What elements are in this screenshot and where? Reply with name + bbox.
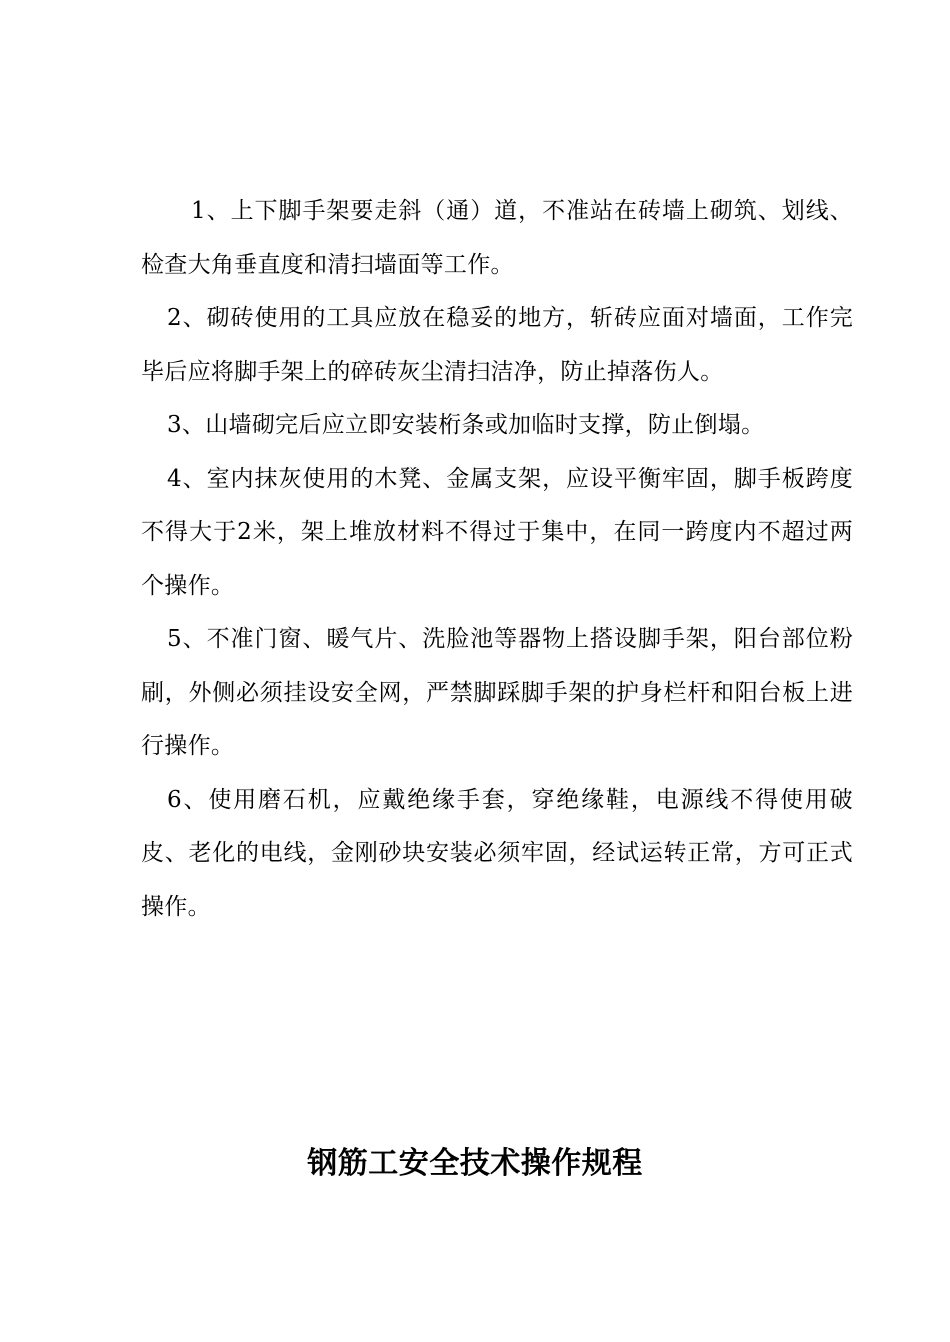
rule-paragraph-2: 2、砌砖使用的工具应放在稳妥的地方，斩砖应面对墙面，工作完毕后应将脚手架上的碎砖灰尘清扫洁净，防止掉落伤人。	[141, 305, 853, 385]
section-title: 钢筋工安全技术操作规程	[307, 1146, 643, 1181]
rule-paragraph-1: 1、上下脚手架要走斜（通）道，不准站在砖墙上砌筑、划线、检查大角垂直度和清扫墙面等工作。	[141, 198, 853, 278]
rule-paragraph-5: 5、不准门窗、暖气片、洗脸池等器物上搭设脚手架，阳台部位粉刷，外侧必须挂设安全网，严禁脚踩脚手架的护身栏杆和阳台板上进行操作。	[141, 626, 853, 759]
rule-paragraph-6: 6、使用磨石机，应戴绝缘手套，穿绝缘鞋，电源线不得使用破皮、老化的电线，金刚砂块安装必须牢固，经试运转正常，方可正式操作。	[141, 786, 853, 920]
safety-rules-body	[141, 185, 853, 934]
rule-paragraph-3: 3、山墙砌完后应立即安装桁条或加临时支撑，防止倒塌。	[167, 412, 765, 438]
rule-paragraph-4: 4、室内抹灰使用的木凳、金属支架，应设平衡牢固，脚手板跨度不得大于2米，架上堆放材料不得过于集中，在同一跨度内不超过两个操作。	[141, 465, 853, 599]
